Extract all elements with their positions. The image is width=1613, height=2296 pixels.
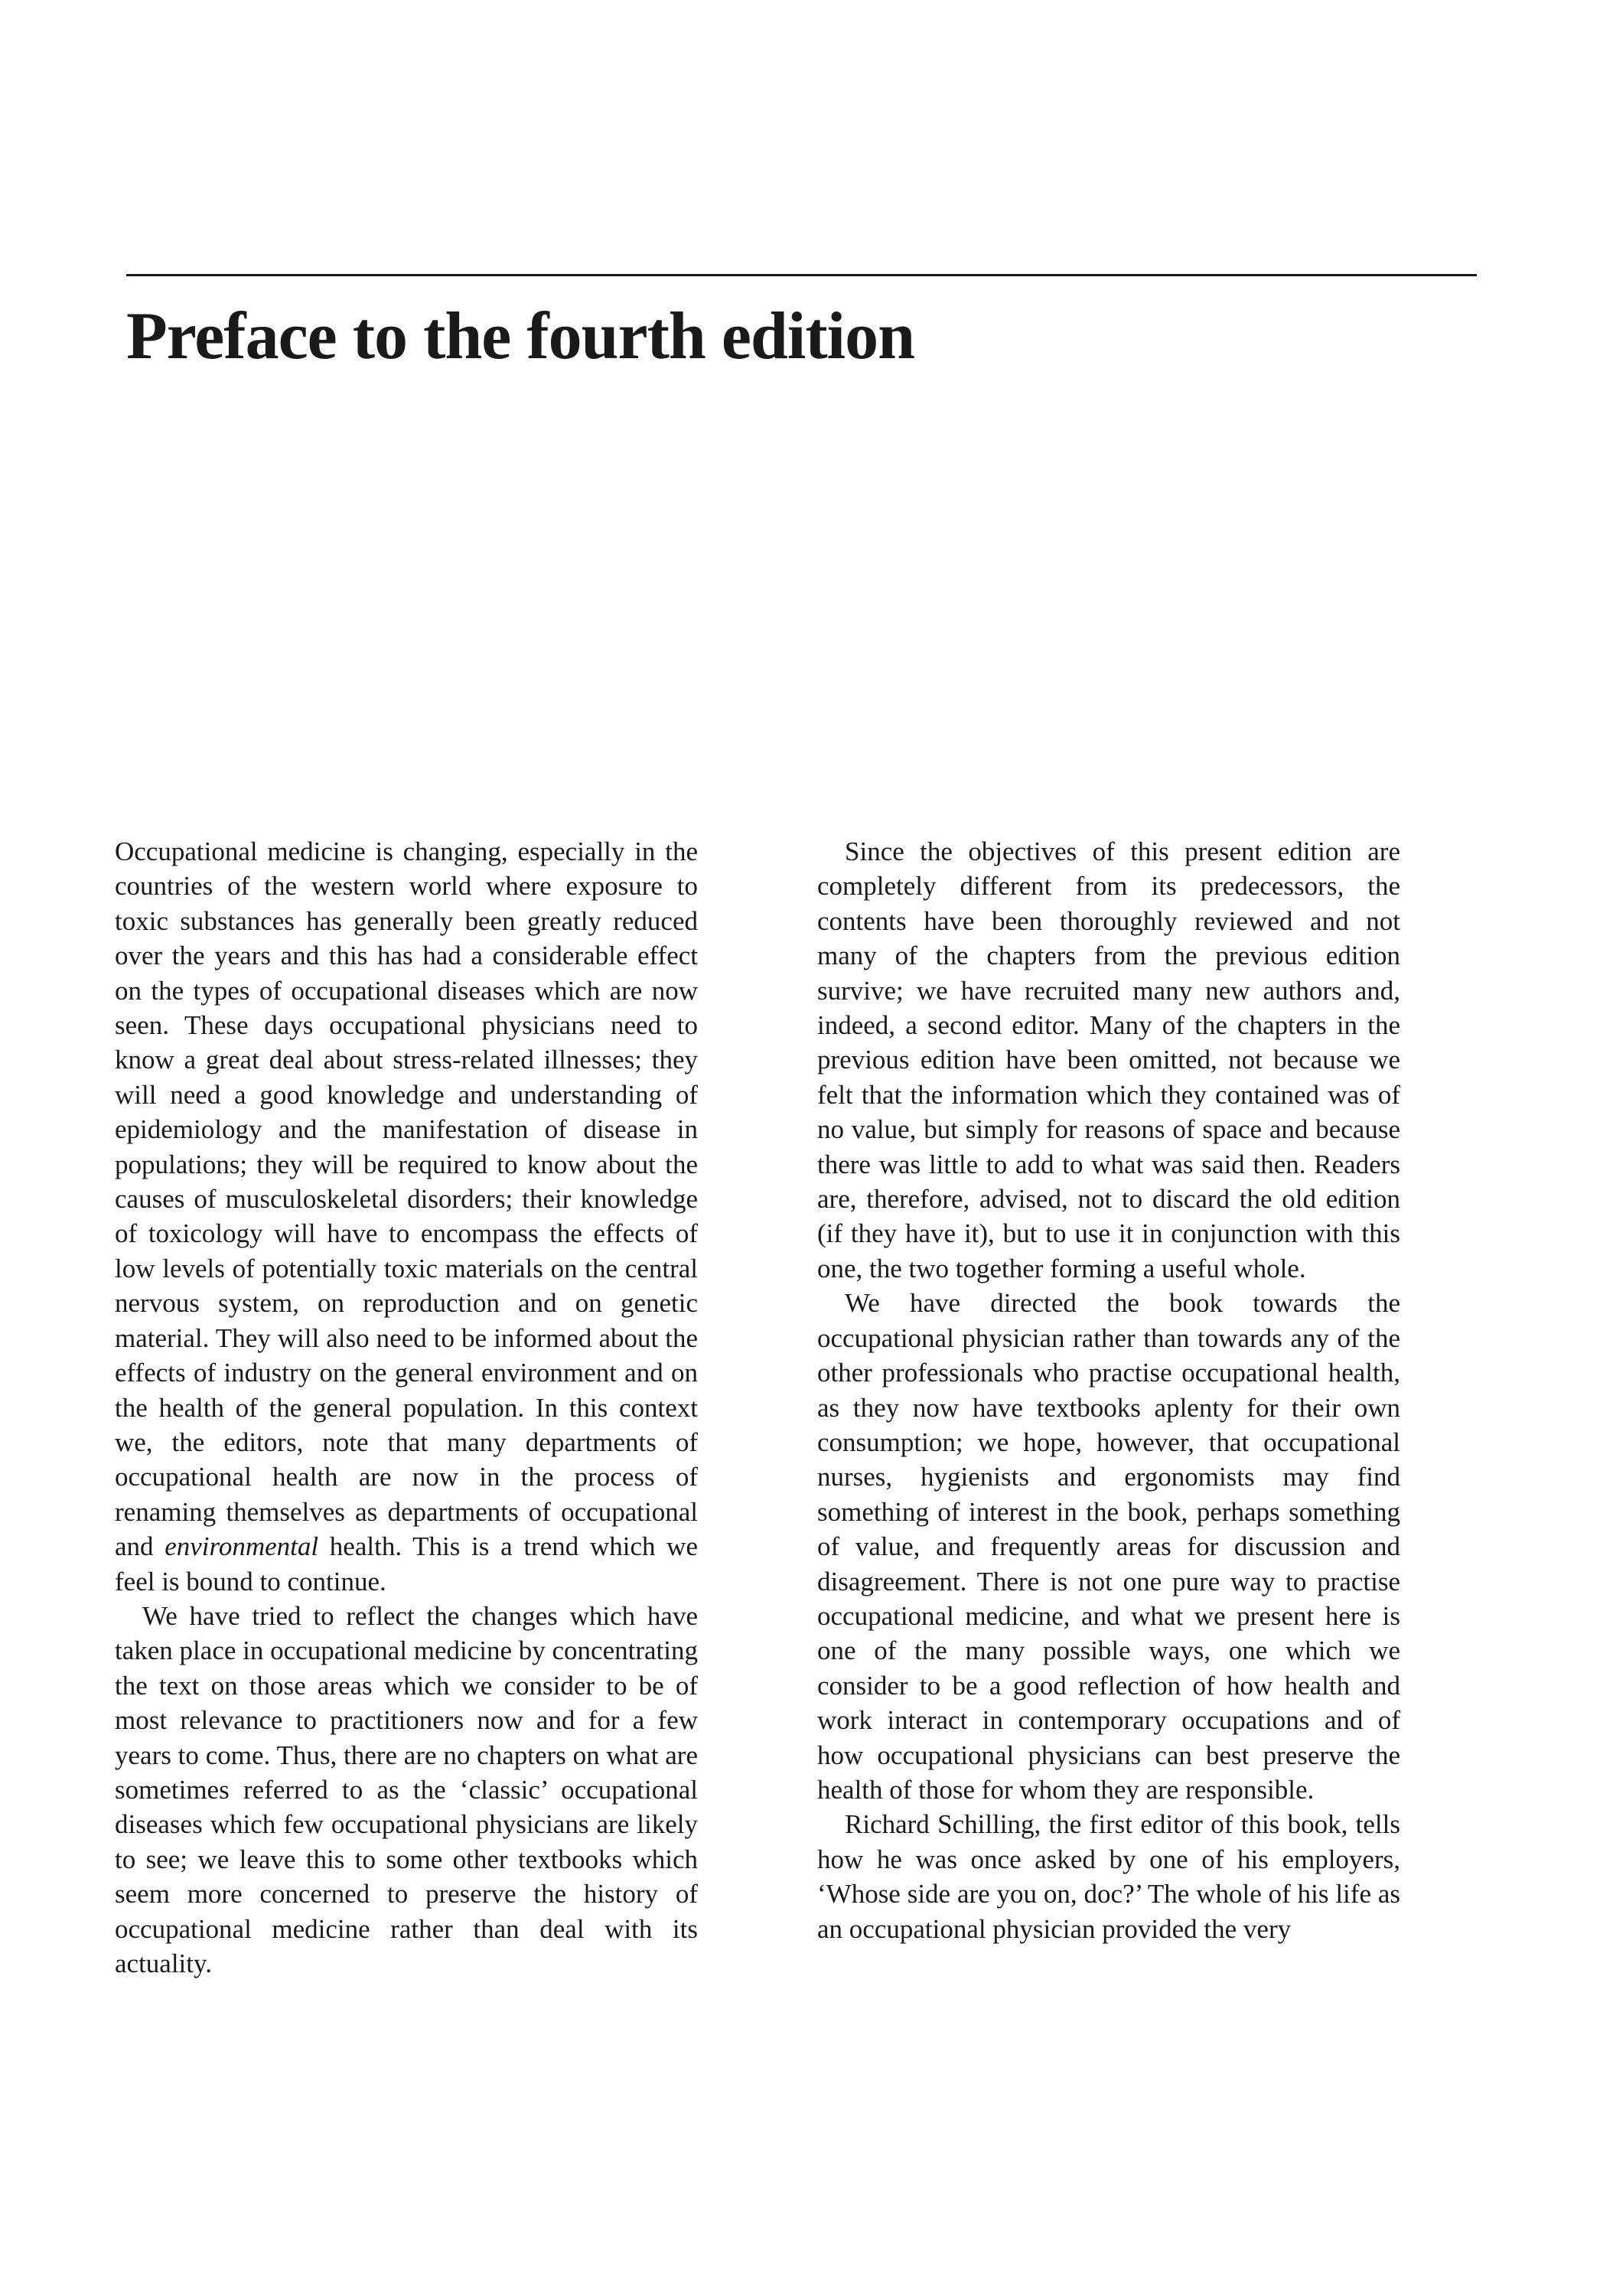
right-paragraph-2: We have directed the book towards the occupational physician rather than towards any of the other professionals who practise occupational health, as they now have textbooks aplenty for their own consumption; we hope, however, that occupational nurses, hygienists and ergonomists may find something of interest in the book, perhaps something of value, and frequently areas for discussion and disagreement. There is not one pure way to practise occupational medicine, and what we present here is one of the many possible ways, one which we consider to be a good reflection of how health and work interact in contemporary occupations and of how occupational physicians can best preserve the health of those for whom they are responsible. bbox=[817, 1288, 1400, 1805]
page-title: Preface to the fourth edition bbox=[126, 299, 915, 373]
left-paragraph-2: We have tried to reflect the changes which have taken place in occupational medicine by concentrating the text on those areas which we consider to be of most relevance to practitioners now and for a few years to come. Thus, there are no chapters on what are sometimes referred to as the ‘classic’ occupational diseases which few occupational physicians are likely to see; we leave this to some other textbooks which seem more concerned to preserve the history of occupational medicine rather than deal with its actuality. bbox=[115, 1600, 698, 1978]
left-paragraph-1 bbox=[115, 834, 698, 1599]
header-rule bbox=[126, 274, 1477, 276]
left-paragraph-1-text-b: health. This is a trend which we feel is bound to continue. bbox=[115, 1531, 698, 1596]
right-paragraph-1: Since the objectives of this present edition are completely different from its predecessors, the contents have been thoroughly reviewed and not many of the chapters from the previous edition survive; we have recruited many new authors and, indeed, a second editor. Many of the chapters in the previous edition have been omitted, not because we felt that the information which they contained was of no value, but simply for reasons of space and because there was little to add to what was said then. Readers are, therefore, advised, not to discard the old edition (if they have it), but to use it in conjunction with this one, the two together forming a useful whole. bbox=[817, 837, 1400, 1283]
right-paragraph-3: Richard Schilling, the first editor of this book, tells how he was once asked by one of his employers, ‘Whose side are you on, doc?’ The whole of his life as an occupational physician provided the very bbox=[817, 1809, 1400, 1944]
left-paragraph-1-text-a: Occupational medicine is changing, especially in the countries of the western world where exposure to toxic substances has generally been greatly reduced over the years and this has had a considerable effect on the types of occupational diseases which are now seen. These days occupational physicians need to know a great deal about stress-related illnesses; they will need a good knowledge and understanding of epidemiology and the manifestation of disease in populations; they will be required to know about the causes of musculoskeletal disorders; their knowledge of toxicology will have to encompass the effects of low levels of potentially toxic materials on the central nervous system, on reproduction and on genetic material. They will also need to be informed about the effects of industry on the general environment and on the health of the general population. In this context we, the editors, note that many departments of occupational health are now in the process of renaming themselves as departments of occupational and bbox=[115, 837, 698, 1562]
left-paragraph-1-emphasis: environmental bbox=[165, 1531, 319, 1562]
left-column bbox=[115, 834, 698, 1981]
right-column bbox=[817, 834, 1400, 1946]
